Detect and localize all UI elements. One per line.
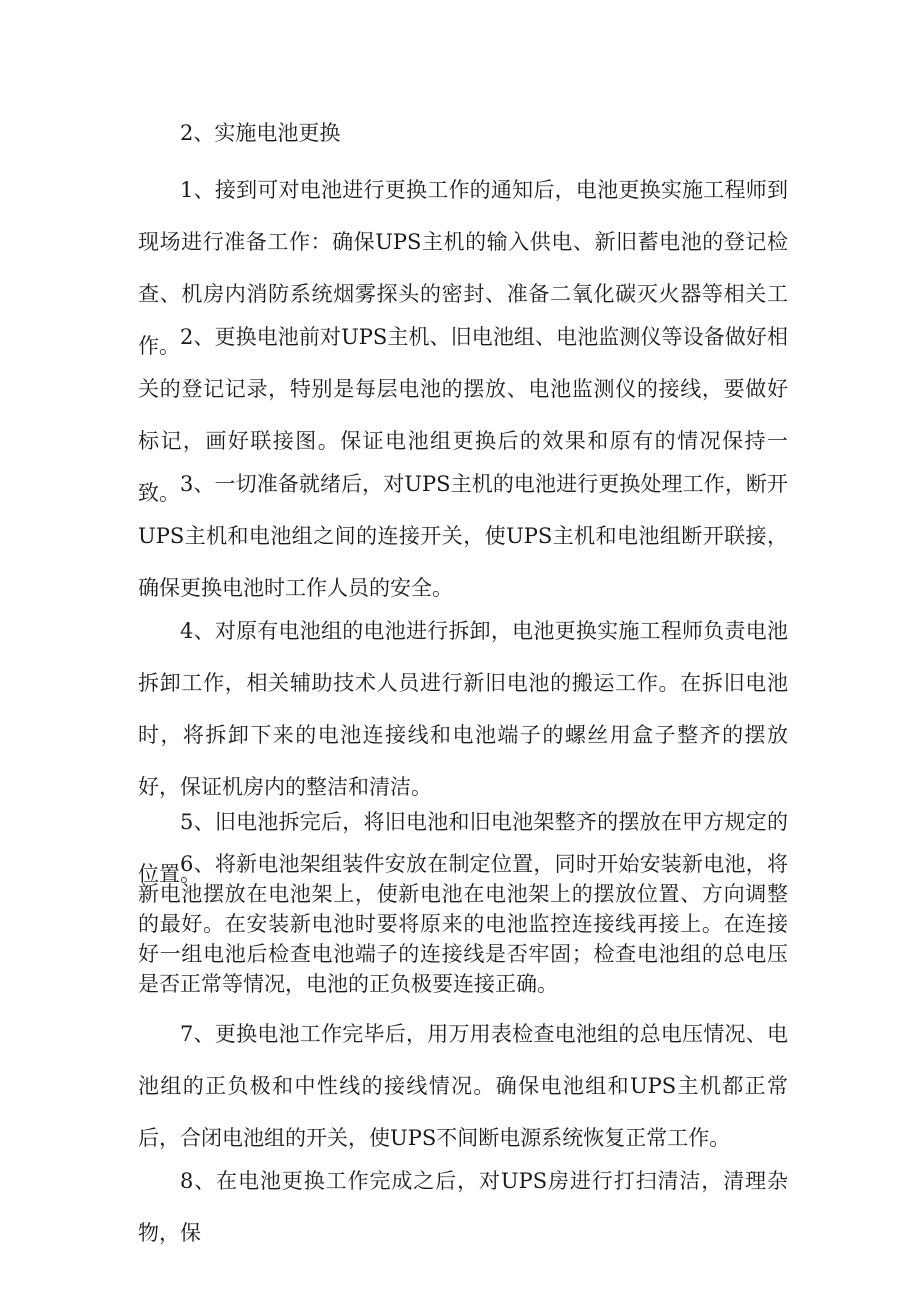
paragraph-step-1: 1、接到可对电池进行更换工作的通知后，电池更换实施工程师到现场进行准备工作：确保UPS主机的输入供电、新旧蓄电池的登记检查、机房内消防系统烟雾探头的密封、准备二氧化碳灭火器等相关工作。: [138, 178, 788, 358]
paragraph-step-3: 3、一切准备就绪后，对UPS主机的电池进行更换处理工作，断开UPS主机和电池组之间的连接开关，使UPS主机和电池组断开联接，确保更换电池时工作人员的安全。: [138, 472, 788, 600]
paragraph-step-6: 6、将新电池架组装件安放在制定位置，同时开始安装新电池，将新电池摆放在电池架上，使新电池在电池架上的摆放位置、方向调整的最好。在安装新电池时要将原来的电池监控连接线再接上。在连接好一组电池后检查电池端子的连接线是否牢固；检查电池组的总电压是否正常等情况，电池的正负极要连接正确。: [138, 852, 788, 996]
paragraph-step-5: 5、旧电池拆完后，将旧电池和旧电池架整齐的摆放在甲方规定的位置。: [138, 810, 788, 886]
paragraph-step-7: 7、更换电池工作完毕后，用万用表检查电池组的总电压情况、电池组的正负极和中性线的接线情况。确保电池组和UPS主机都正常后，合闭电池组的开关，使UPS不间断电源系统恢复正常工作。: [138, 1022, 788, 1150]
paragraph-step-8: 8、在电池更换工作完成之后，对UPS房进行打扫清洁，清理杂物，保: [138, 1169, 788, 1245]
paragraph-step-2: 2、更换电池前对UPS主机、旧电池组、电池监测仪等设备做好相关的登记记录，特别是每层电池的摆放、电池监测仪的接线，要做好标记，画好联接图。保证电池组更换后的效果和原有的情况保持一致。: [138, 325, 788, 505]
paragraph-step-4: 4、对原有电池组的电池进行拆卸，电池更换实施工程师负责电池拆卸工作，相关辅助技术人员进行新旧电池的搬运工作。在拆旧电池时，将拆卸下来的电池连接线和电池端子的螺丝用盒子整齐的摆放好，保证机房内的整洁和清洁。: [138, 619, 788, 799]
section-heading: 2、实施电池更换: [180, 121, 341, 145]
